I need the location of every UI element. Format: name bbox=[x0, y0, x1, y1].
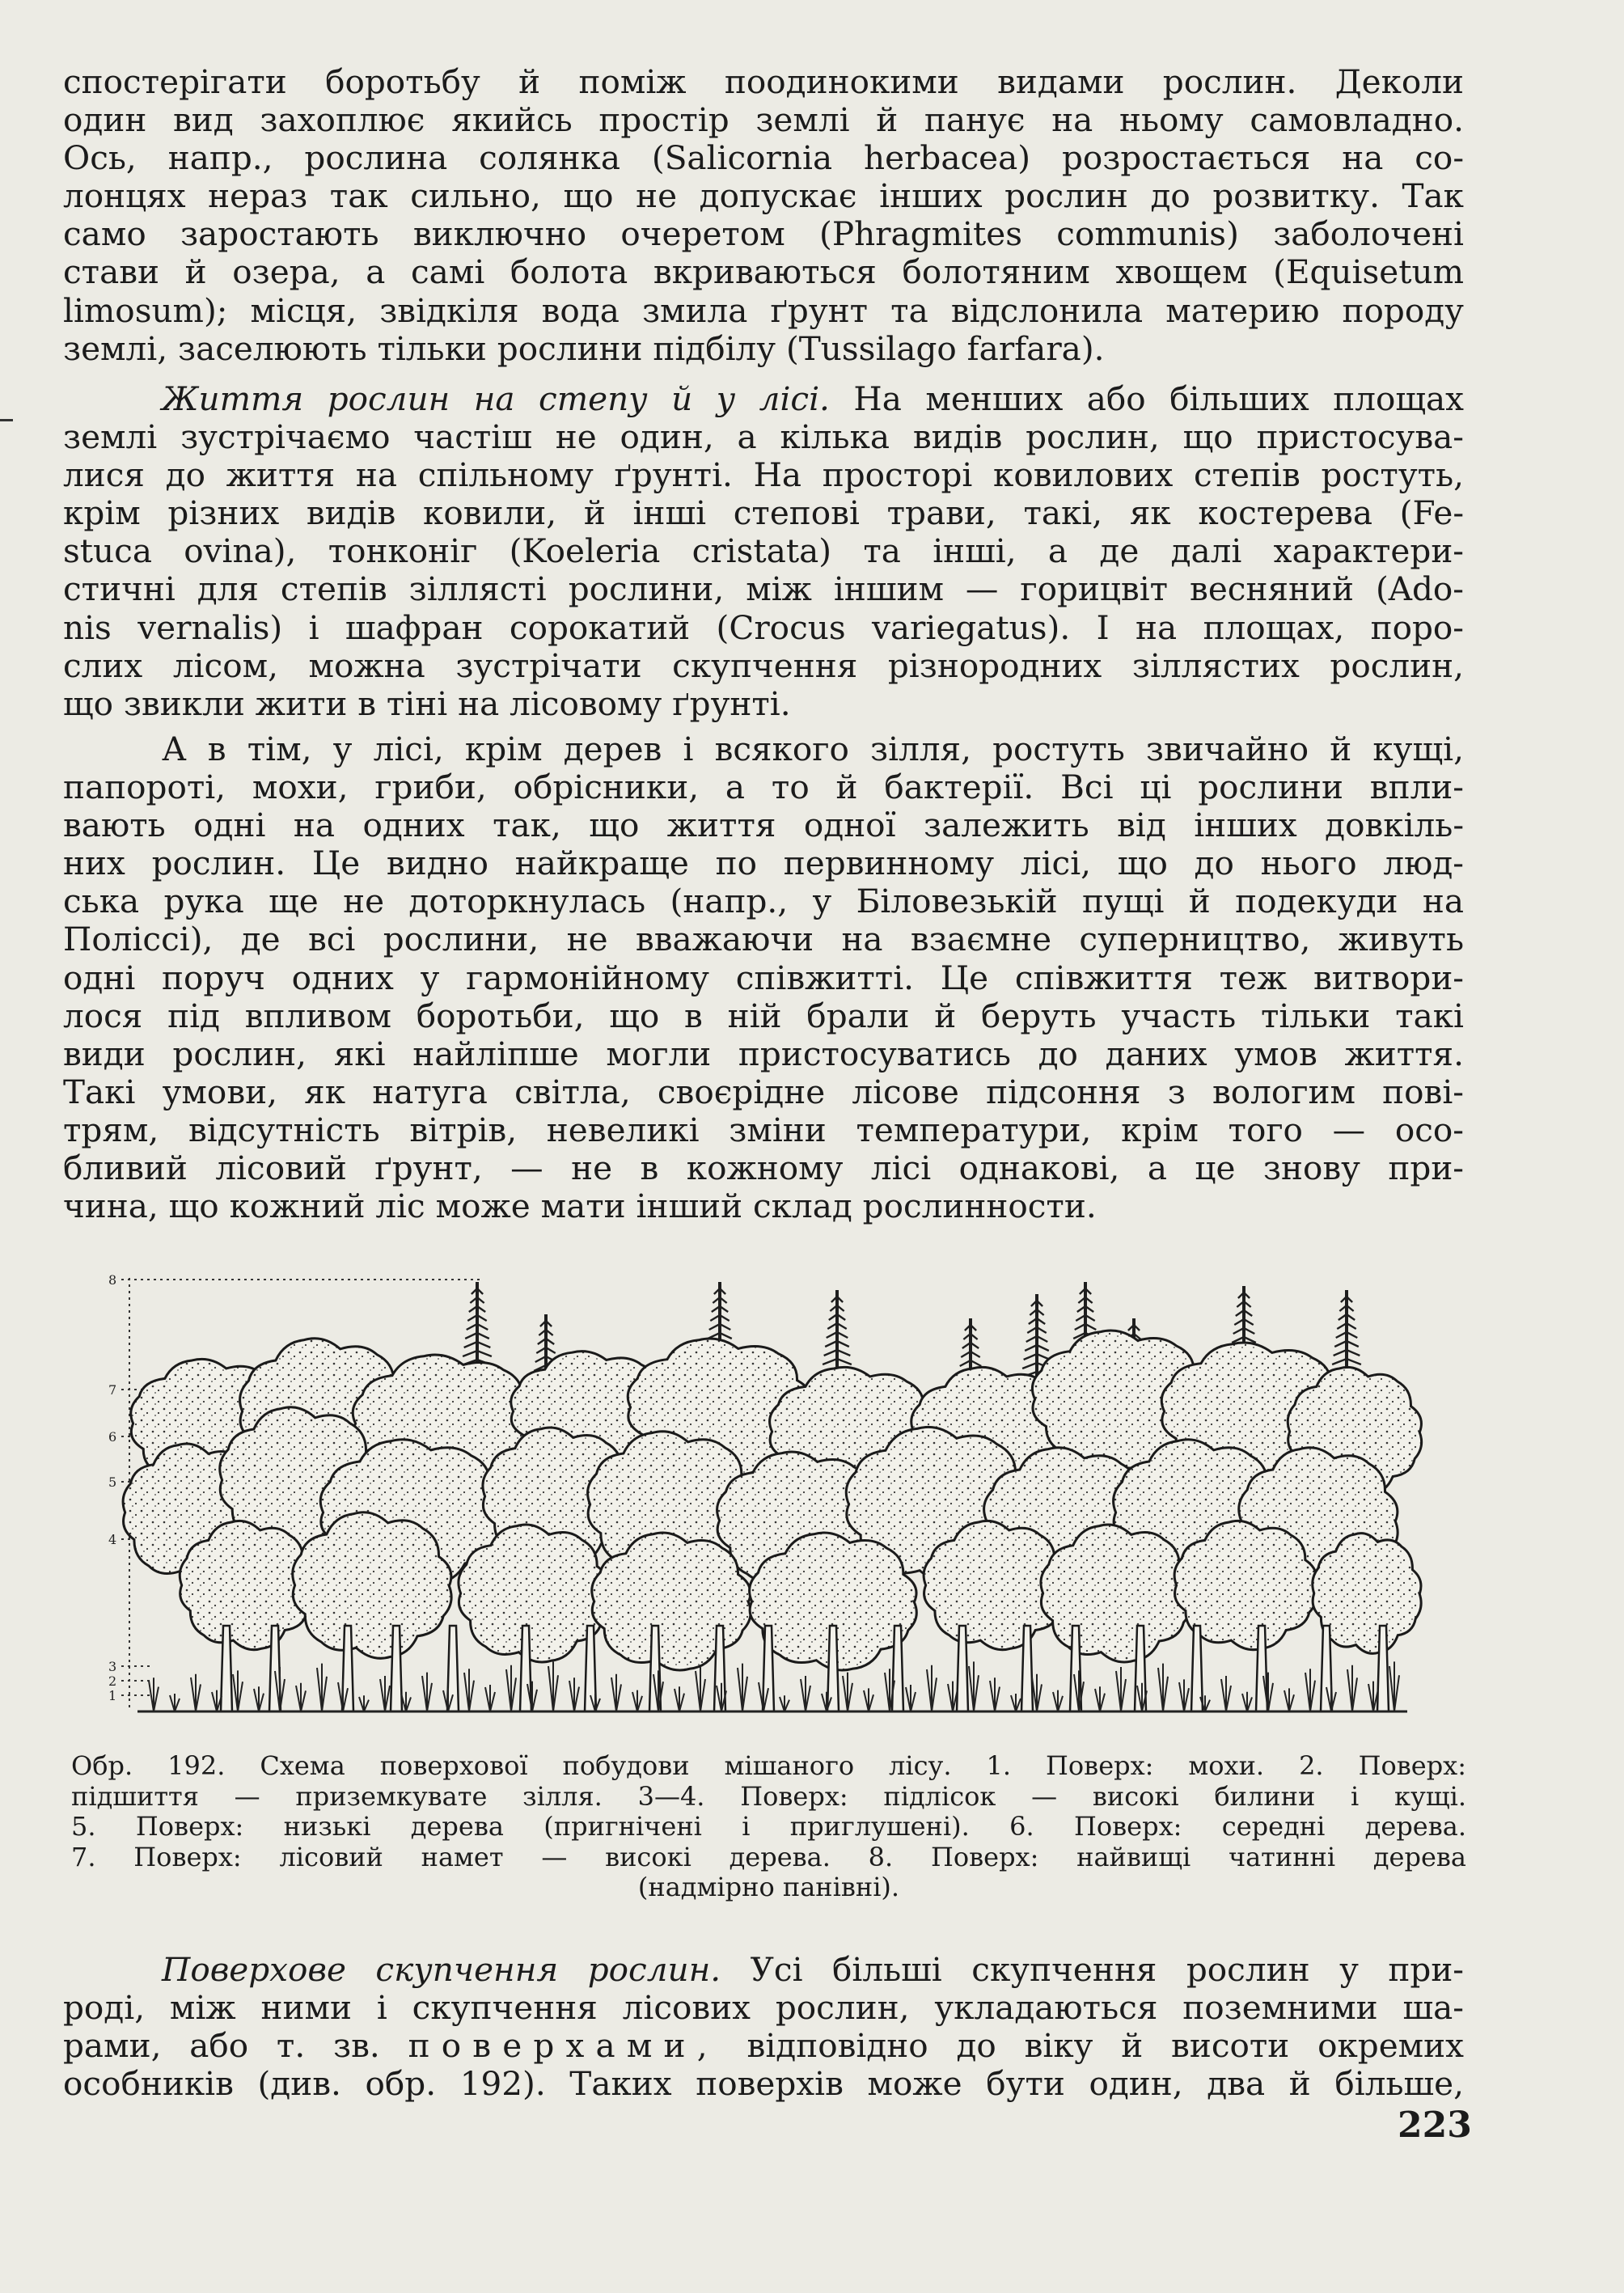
text-line: вають одні на одних так, що життя одної залежить від інших довкіль- bbox=[63, 806, 1464, 845]
text-line: особників (див. обр. 192). Таких поверхів може бути один, два й більше, bbox=[63, 2064, 1464, 2104]
undergrowth bbox=[990, 1677, 1000, 1711]
text-line: nis vernalis) і шафран сорокатий (Crocus variegatus). І на площах, поро- bbox=[63, 607, 1464, 647]
margin-mark bbox=[0, 419, 13, 421]
page-number: 223 bbox=[1398, 2105, 1472, 2146]
text-line: limosum); місця, звідкіля вода змила ґрунт та відслонила материю породу bbox=[63, 290, 1464, 330]
text-line: лося під впливом боротьби, що в ній брали й беруть участь тільки такі bbox=[63, 996, 1464, 1035]
caption-line: 5. Поверх: низькі дерева (пригнічені і приглушені). 6. Поверх: середні дерева. bbox=[71, 1811, 1466, 1842]
text-span: На менших або більших площах bbox=[853, 379, 1464, 418]
text-line: А в тім, у лісі, крім дерев і всякого зілля, ростуть звичайно й кущі, bbox=[162, 730, 1464, 768]
undergrowth bbox=[696, 1667, 705, 1711]
undergrowth bbox=[1305, 1669, 1315, 1711]
text-line: бливий лісовий ґрунт, — не в кожному лісі однакові, а це знову при- bbox=[63, 1149, 1464, 1188]
undergrowth bbox=[485, 1685, 495, 1711]
undergrowth bbox=[464, 1669, 474, 1711]
text-line: Ось, напр., рослина солянка (Salicornia herbacea) розростається на со- bbox=[63, 138, 1464, 178]
scale-label: 4 bbox=[108, 1532, 117, 1547]
forest-layers-illustration bbox=[105, 1270, 1432, 1723]
text-span: Усі більші скупчення рослин у при- bbox=[750, 1950, 1464, 1989]
text-line: них рослин. Це видно найкраще по первинному лісі, що до нього люд- bbox=[63, 844, 1464, 883]
undergrowth bbox=[927, 1665, 937, 1711]
caption-line: (надмірно панівні). bbox=[637, 1872, 900, 1902]
tree-trunk bbox=[827, 1626, 839, 1711]
text-line: Поліссі), де всі рослини, не вважаючи на взаємне суперництво, живуть bbox=[63, 920, 1464, 959]
text-line bbox=[63, 1951, 1464, 1989]
text-line: стичні для степів зіллясті рослини, між іншим — горицвіт весняний (Ado- bbox=[63, 569, 1464, 609]
undergrowth bbox=[1179, 1679, 1189, 1711]
tree-trunk bbox=[585, 1626, 596, 1711]
tree-trunk bbox=[1321, 1626, 1332, 1711]
undergrowth bbox=[1221, 1676, 1231, 1711]
text-line: крім різних видів ковили, й інші степові трави, такі, як костерева (Fe- bbox=[63, 493, 1464, 533]
text-line: лися до життя на спільному ґрунті. На просторі ковилових степів ростуть, bbox=[63, 455, 1464, 495]
text-line: землі, заселюють тільки рослини підбілу (Tussilago farfara). bbox=[63, 328, 1105, 368]
section-heading: Життя рослин на степу й у лісі. bbox=[162, 379, 830, 418]
undergrowth bbox=[1242, 1692, 1252, 1711]
tree-trunk bbox=[957, 1626, 968, 1711]
tree-trunk bbox=[447, 1626, 459, 1711]
undergrowth bbox=[359, 1695, 369, 1711]
text-line bbox=[63, 380, 1464, 418]
text-line: папороті, мохи, гриби, обрісники, а то й бактерії. Всі ці рослини впли- bbox=[63, 768, 1464, 807]
text-line: види рослин, які найліпше могли пристосуватись до даних умов життя. bbox=[63, 1034, 1464, 1073]
undergrowth bbox=[380, 1676, 390, 1711]
undergrowth bbox=[864, 1688, 873, 1711]
undergrowth bbox=[422, 1673, 432, 1711]
tree-trunk bbox=[1021, 1626, 1033, 1711]
scale-label: 5 bbox=[108, 1474, 117, 1490]
text-line bbox=[63, 2027, 1464, 2065]
text-line: роді, між ними і скупчення лісових рослин, укладаються поземними ша- bbox=[63, 1988, 1464, 2028]
text-line: stuca ovina), тонконіг (Koeleria cristata) та інші, а де далі характери- bbox=[63, 531, 1464, 571]
undergrowth bbox=[738, 1664, 747, 1711]
undergrowth bbox=[191, 1674, 201, 1711]
tree-trunk bbox=[342, 1626, 353, 1711]
undergrowth bbox=[1158, 1664, 1168, 1711]
tree-trunk bbox=[221, 1626, 232, 1711]
caption-line: 7. Поверх: лісовий намет — високі дерева. 8. Поверх: найвищі чатинні дерева bbox=[71, 1841, 1466, 1872]
figure-caption bbox=[71, 1751, 1466, 1903]
undergrowth bbox=[843, 1673, 852, 1711]
text-line: одні поруч одних у гармонійному співжитті. Це співжиття теж витвори- bbox=[63, 958, 1464, 997]
undergrowth bbox=[317, 1664, 327, 1711]
text-span: рами, або т. зв. bbox=[63, 2026, 380, 2066]
undergrowth bbox=[780, 1695, 789, 1711]
undergrowth bbox=[506, 1665, 516, 1711]
undergrowth bbox=[906, 1685, 916, 1711]
text-line: чина, що кожний ліс може мати інший склад рослинности. bbox=[63, 1187, 1097, 1226]
text-line: трям, відсутність вітрів, невеликі зміни температури, крім того — осо- bbox=[63, 1110, 1464, 1149]
undergrowth bbox=[1284, 1688, 1294, 1711]
text-line: Такі умови, як натуга світла, своєрідне лісове підсоння з вологим пові- bbox=[63, 1072, 1464, 1111]
caption-line: підшиття — приземкувате зілля. 3—4. Поверх: підлісок — високі билини і кущі. bbox=[71, 1780, 1466, 1812]
scale-label: 3 bbox=[108, 1659, 117, 1674]
section-heading: Поверхове скупчення рослин. bbox=[162, 1950, 721, 1989]
scale-label: 8 bbox=[108, 1272, 117, 1288]
paragraph-2 bbox=[63, 380, 1464, 723]
undergrowth bbox=[1011, 1694, 1021, 1711]
undergrowth bbox=[1389, 1661, 1399, 1711]
undergrowth bbox=[569, 1677, 579, 1711]
text-line: один вид захоплює якийсь простір землі й панує на ньому самовладно. bbox=[63, 100, 1464, 140]
scale-label: 6 bbox=[108, 1429, 117, 1445]
undergrowth bbox=[969, 1661, 979, 1711]
text-line: слих лісом, можна зустрічати скупчення різнородних зіллястих рослин, bbox=[63, 645, 1464, 685]
paragraph-4 bbox=[63, 1951, 1464, 2103]
undergrowth bbox=[233, 1670, 243, 1711]
tree-trunk bbox=[892, 1626, 903, 1711]
undergrowth bbox=[1053, 1690, 1063, 1711]
tree-trunk bbox=[391, 1626, 402, 1711]
text-line: само заростають виключно очеретом (Phragmites communis) заболочені bbox=[63, 214, 1464, 254]
text-line: що звикли жити в тіні на лісовому ґрунті. bbox=[63, 683, 791, 723]
deciduous-crowns bbox=[123, 1331, 1422, 1670]
undergrowth bbox=[1095, 1686, 1105, 1711]
paragraph-1 bbox=[63, 63, 1464, 368]
undergrowth bbox=[296, 1683, 306, 1711]
undergrowth bbox=[611, 1674, 621, 1711]
tree-trunk bbox=[1377, 1626, 1389, 1711]
tree-trunk bbox=[763, 1626, 774, 1711]
undergrowth bbox=[675, 1686, 684, 1711]
text-line: землі зустрічаємо частіш не один, а кілька видів рослин, що пристосува- bbox=[63, 417, 1464, 457]
text-span: відповідно до віку й висоти окремих bbox=[746, 2026, 1465, 2066]
spaced-term: поверхами, bbox=[408, 2026, 719, 2066]
scale-label: 1 bbox=[108, 1688, 117, 1703]
undergrowth bbox=[170, 1694, 180, 1711]
undergrowth bbox=[632, 1690, 642, 1711]
text-line: лонцях нераз так сильно, що не допускає інших рослин до розвитку. Так bbox=[63, 176, 1464, 216]
undergrowth bbox=[801, 1676, 810, 1711]
text-line: спостерігати боротьбу й поміж поодинокими видами рослин. Деколи bbox=[63, 62, 1464, 101]
undergrowth bbox=[149, 1677, 159, 1711]
paragraph-3 bbox=[63, 730, 1464, 1225]
undergrowth bbox=[548, 1661, 558, 1711]
undergrowth bbox=[1347, 1665, 1357, 1711]
scale-label: 2 bbox=[108, 1673, 117, 1689]
undergrowth bbox=[1116, 1667, 1126, 1711]
scale-label: 7 bbox=[108, 1382, 117, 1398]
caption-line: Обр. 192. Схема поверхової побудови мішаного лісу. 1. Поверх: мохи. 2. Поверх: bbox=[71, 1750, 1466, 1781]
undergrowth bbox=[254, 1686, 264, 1711]
text-line: стави й озера, а самі болота вкриваються болотяним хвощем (Equisetum bbox=[63, 252, 1464, 292]
text-line: ська рука ще не доторкнулась (напр., у Біловезькій пущі й подекуди на bbox=[63, 882, 1464, 921]
